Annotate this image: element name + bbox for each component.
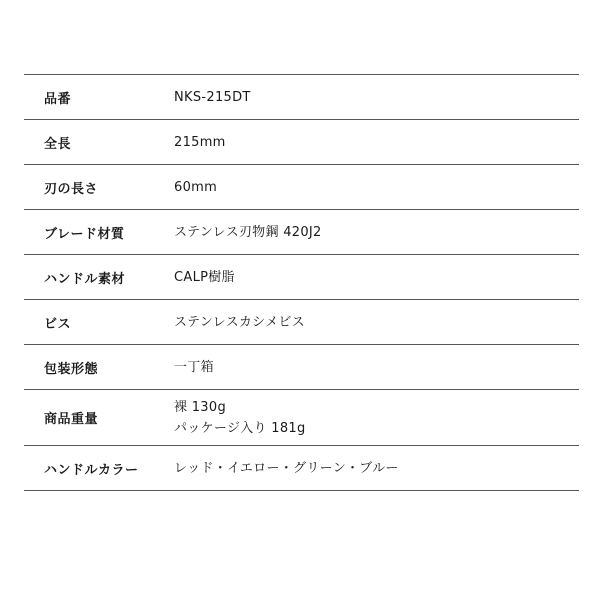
spec-row-part-number [24, 75, 579, 120]
spec-label: ビス [44, 316, 72, 332]
spec-value: ステンレス刃物鋼 420J2 [174, 224, 322, 240]
spec-label: ハンドル素材 [44, 271, 126, 287]
weight-packaged: パッケージ入り 181g [174, 420, 306, 436]
spec-value: 215mm [174, 134, 226, 150]
spec-value: レッド・イエロー・グリーン・ブルー [174, 460, 399, 476]
spec-row-blade-material [24, 210, 579, 255]
weight-bare: 裸 130g [174, 399, 226, 415]
spec-row-blade-length [24, 165, 579, 210]
spec-value: ステンレスカシメビス [174, 314, 305, 330]
spec-value: 一丁箱 [174, 359, 214, 375]
spec-row-screw [24, 300, 579, 345]
spec-label: 商品重量 [44, 412, 99, 427]
spec-label: 品番 [44, 91, 72, 107]
spec-label: 包装形態 [44, 361, 99, 377]
spec-table [24, 74, 579, 491]
spec-value: NKS-215DT [174, 89, 251, 105]
spec-label: 全長 [44, 136, 72, 152]
spec-value: CALP樹脂 [174, 269, 235, 285]
spec-label: 刃の長さ [44, 181, 99, 197]
spec-value [174, 397, 579, 439]
spec-row-weight [24, 390, 579, 446]
spec-value: 60mm [174, 179, 218, 195]
spec-label: ブレード材質 [44, 226, 125, 242]
spec-row-packaging [24, 345, 579, 390]
spec-row-handle-material [24, 255, 579, 300]
spec-row-handle-color [24, 446, 579, 491]
spec-label: ハンドルカラー [44, 462, 139, 478]
spec-row-total-length [24, 120, 579, 165]
